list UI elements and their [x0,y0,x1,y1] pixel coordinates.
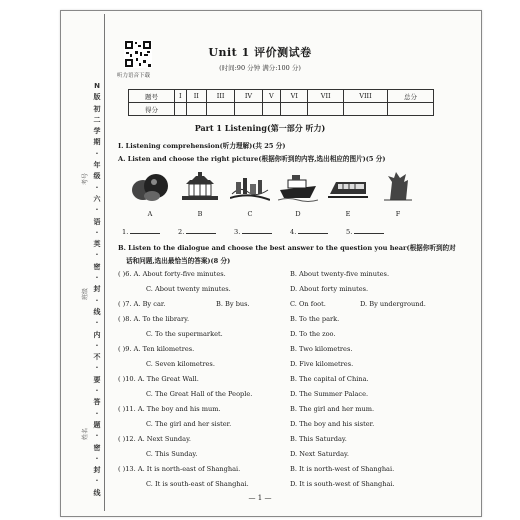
binding-strip-char: 密 [93,443,101,452]
answer-blank-2[interactable] [178,227,216,236]
picture-e-train-icon [328,170,368,204]
exam-number-label: 考号 [82,172,89,185]
option-b[interactable]: B. About twenty-five minutes. [290,270,390,278]
binding-strip-char: · [95,387,99,396]
picture-label: A [147,210,153,218]
score-cell: IV [235,90,262,103]
picture-f-tree-icon [378,170,418,204]
picture-label: F [395,210,401,218]
question-12: ( )12. A. Next Sunday. [118,435,192,443]
score-table-score-row [129,103,434,116]
option-b[interactable]: B. To the park. [290,315,340,323]
score-cell: V [262,90,281,103]
binding-strip-char: 封 [93,285,101,294]
picture-c-city-icon [230,170,270,204]
score-cell: III [206,90,235,103]
binding-strip-char: · [95,477,99,486]
score-entry-cell[interactable] [281,103,308,116]
binding-strip-char: 封 [93,466,101,475]
binding-strip-char: 线 [93,488,101,497]
option-c[interactable]: C. On foot. [290,300,326,308]
option-b[interactable]: B. This Saturday. [290,435,347,443]
question-11: ( )11. A. The boy and his mum. [118,405,221,413]
binding-strip-char: 英 [93,240,101,249]
picture-label: B [197,210,203,218]
binding-strip-char: 版 [93,93,101,102]
option-d[interactable]: D. The boy and his sister. [290,420,375,428]
page-title: Unit 1 评价测试卷 [208,46,312,59]
option-b[interactable]: B. Two kilometres. [290,345,353,353]
binding-strip-char: · [95,432,99,441]
binding-strip-char: 期 [93,138,101,147]
picture-label: E [345,210,351,218]
score-cell: 得分 [129,103,175,116]
question-10: ( )10. A. The Great Wall. [118,375,199,383]
part-heading: Part 1 Listening(第一部分 听力) [194,123,326,133]
score-cell: VII [308,90,344,103]
section-b-heading: B. Listen to the dialogue and choose the best answer to the question you hear(根据你听到的对 [118,244,456,252]
option-c[interactable]: C. The girl and her sister. [146,420,232,428]
score-entry-cell[interactable] [235,103,262,116]
question-9: ( )9. A. Ten kilometres. [118,345,195,353]
binding-strip [92,82,102,497]
option-b[interactable]: B. It is north-west of Shanghai. [290,465,395,473]
binding-strip-char: · [95,364,99,373]
score-cell: VI [281,90,308,103]
question-7: ( )7. A. By car. [118,300,166,308]
binding-strip-char: · [95,341,99,350]
option-d[interactable]: D. Five kilometres. [290,360,354,368]
binding-strip-char: · [95,409,99,418]
question-8: ( )8. A. To the library. [118,315,190,323]
option-d[interactable]: D. To the zoo. [290,330,336,338]
binding-strip-char: 线 [93,307,101,316]
section-a-heading: A. Listen and choose the right picture(根据你听到的内容,选出相应的图片)(5 分) [118,155,386,163]
option-b[interactable]: B. The girl and her mum. [290,405,375,413]
binding-strip-char: 学 [93,127,101,136]
option-c[interactable]: C. This Sunday. [146,450,198,458]
binding-strip-char: 内 [93,330,101,339]
picture-label: D [295,210,301,218]
blank-number: 1. [122,228,129,236]
binding-strip-char: · [95,149,99,158]
blank-number: 4. [290,228,297,236]
section-i-heading: Ⅰ. Listening comprehension(听力理解)(共 25 分) [118,142,286,150]
question-13: ( )13. A. It is north-east of Shanghai. [118,465,241,473]
score-cell: II [186,90,206,103]
picture-label: C [247,210,253,218]
option-d[interactable]: D. About forty minutes. [290,285,369,293]
answer-blank-3[interactable] [234,227,272,236]
question-6: ( )6. A. About forty-five minutes. [118,270,226,278]
score-table-header-row [129,90,434,103]
binding-strip-char: N [94,82,100,90]
binding-strip-char: 不 [93,353,101,362]
option-d[interactable]: D. Next Saturday. [290,450,349,458]
name-label: 姓名 [82,427,89,440]
score-cell: VIII [343,90,387,103]
class-label: 班级 [82,287,89,300]
binding-strip-char: 二 [93,115,101,124]
binding-margin-line [104,14,105,511]
binding-strip-char: · [95,206,99,215]
option-c[interactable]: C. Seven kilometres. [146,360,215,368]
binding-strip-char: · [95,454,99,463]
score-cell: 总分 [387,90,433,103]
binding-strip-char: 级 [93,172,101,181]
score-entry-cell[interactable] [186,103,206,116]
picture-b-pagoda-icon [180,170,220,204]
binding-strip-char: · [95,183,99,192]
score-entry-cell[interactable] [387,103,433,116]
binding-strip-char: 初 [93,104,101,113]
option-d[interactable]: D. The Summer Palace. [290,390,369,398]
section-b-heading-cont: 话和问题,选出最恰当的答案)(8 分) [126,257,231,265]
score-entry-cell[interactable] [343,103,387,116]
answer-blank-4[interactable] [290,227,328,236]
binding-strip-char: · [95,319,99,328]
binding-strip-char: · [95,296,99,305]
option-c[interactable]: C. About twenty minutes. [146,285,231,293]
binding-strip-char: 语 [93,217,101,226]
score-table [128,89,434,116]
binding-strip-char: 六 [93,194,101,203]
binding-strip-char: 年 [93,161,101,170]
binding-strip-char: 密 [93,262,101,271]
binding-strip-char: · [95,251,99,260]
score-entry-cell[interactable] [262,103,281,116]
binding-strip-char: 题 [93,420,101,429]
option-c[interactable]: C. The Great Hall of the People. [146,390,253,398]
score-cell: I [174,90,186,103]
option-c[interactable]: C. To the supermarket. [146,330,223,338]
binding-strip-char: · [95,228,99,237]
binding-strip-char: 答 [93,398,101,407]
answer-blank-5[interactable] [346,227,384,236]
option-b[interactable]: B. By bus. [216,300,250,308]
option-c[interactable]: C. It is south-east of Shanghai. [146,480,249,488]
score-entry-cell[interactable] [206,103,235,116]
score-entry-cell[interactable] [308,103,344,116]
page-number: — 1 — [248,494,272,502]
binding-strip-char: · [95,274,99,283]
blank-number: 2. [178,228,185,236]
answer-blank-1[interactable] [122,227,160,236]
score-entry-cell[interactable] [174,103,186,116]
blank-number: 5. [346,228,353,236]
picture-a-rocks-icon [130,170,170,204]
score-cell: 题号 [129,90,175,103]
picture-d-ship-icon [278,170,318,204]
option-d[interactable]: D. It is south-west of Shanghai. [290,480,395,488]
page-subtitle: (时间:90 分钟 满分:100 分) [219,64,301,72]
option-d[interactable]: D. By underground. [360,300,426,308]
qr-caption: 听力语音下载 [117,73,151,79]
binding-strip-char: 要 [93,375,101,384]
option-b[interactable]: B. The capital of China. [290,375,369,383]
blank-number: 3. [234,228,241,236]
